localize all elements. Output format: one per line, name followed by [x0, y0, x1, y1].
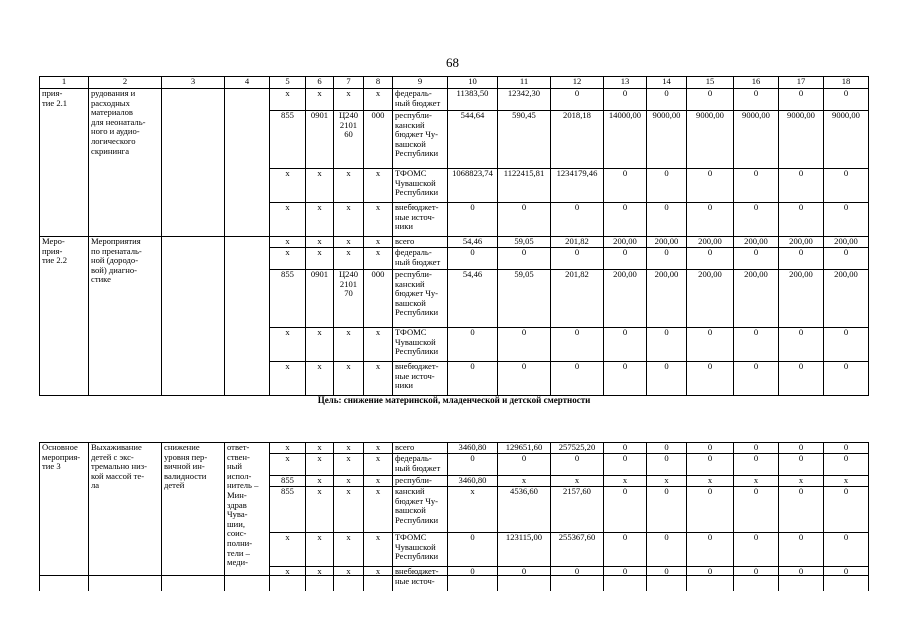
value-cell: 855 — [270, 487, 306, 533]
value-cell: x — [498, 476, 551, 487]
header-cell: 14 — [647, 77, 687, 89]
value-cell: x — [334, 248, 364, 270]
value-cell: 200,00 — [687, 237, 734, 248]
value-cell: 0 — [551, 248, 604, 270]
value-cell: x — [270, 169, 306, 203]
value-cell: 0 — [647, 443, 687, 454]
value-cell: 0 — [604, 248, 647, 270]
value-cell: 200,00 — [824, 237, 869, 248]
value-cell: 0 — [551, 567, 604, 591]
value-cell: 59,05 — [498, 270, 551, 328]
value-cell: 0 — [824, 328, 869, 362]
value-cell: x — [334, 203, 364, 237]
value-cell: 0 — [779, 454, 824, 476]
header-cell: 9 — [393, 77, 448, 89]
value-cell: 129651,60 — [498, 443, 551, 454]
value-cell: 4536,60 — [498, 487, 551, 533]
value-cell: x — [334, 328, 364, 362]
value-cell: x — [306, 487, 334, 533]
value-cell: x — [364, 454, 393, 476]
value-cell: 0901 — [306, 270, 334, 328]
label-cell-1: прия- тие 2.1 — [40, 89, 89, 237]
value-cell: 54,46 — [448, 237, 498, 248]
header-cell: 16 — [734, 77, 779, 89]
value-cell: 200,00 — [779, 237, 824, 248]
label-cell-1: Основное мероприя- тие 3 — [40, 443, 89, 591]
value-cell: 9000,00 — [647, 111, 687, 169]
value-cell: 0 — [647, 328, 687, 362]
label-cell-3 — [162, 237, 225, 396]
value-cell: x — [824, 476, 869, 487]
value-cell: 0 — [687, 89, 734, 111]
header-cell: 15 — [687, 77, 734, 89]
value-cell: 0 — [779, 567, 824, 591]
value-cell: 0 — [498, 362, 551, 396]
value-cell: x — [306, 169, 334, 203]
value-cell: x — [364, 476, 393, 487]
value-cell: x — [334, 362, 364, 396]
value-cell: 255367,60 — [551, 533, 604, 567]
value-cell: 0 — [734, 89, 779, 111]
value-cell: 0 — [779, 533, 824, 567]
value-cell: x — [306, 237, 334, 248]
value-cell: 0 — [687, 443, 734, 454]
value-cell: 0 — [824, 169, 869, 203]
value-cell: x — [306, 89, 334, 111]
value-cell: x — [270, 567, 306, 591]
value-cell: 9000,00 — [824, 111, 869, 169]
value-cell: 0 — [824, 454, 869, 476]
value-cell: x — [364, 248, 393, 270]
value-cell: x — [551, 476, 604, 487]
value-cell: x — [306, 454, 334, 476]
header-cell: 11 — [498, 77, 551, 89]
value-cell: x — [334, 237, 364, 248]
value-cell: 3460,80 — [448, 476, 498, 487]
value-cell: x — [306, 203, 334, 237]
value-cell: 0 — [551, 203, 604, 237]
value-cell: x — [364, 237, 393, 248]
value-cell: 200,00 — [647, 237, 687, 248]
label-cell-4 — [225, 89, 270, 237]
value-cell: x — [306, 328, 334, 362]
value-cell: 0 — [779, 203, 824, 237]
value-cell: 0 — [734, 487, 779, 533]
value-cell: 0 — [498, 203, 551, 237]
table-row — [40, 443, 869, 454]
value-cell: 0 — [647, 169, 687, 203]
value-cell: x — [364, 89, 393, 111]
value-cell: 0 — [448, 203, 498, 237]
value-cell: 590,45 — [498, 111, 551, 169]
value-cell: 0 — [734, 443, 779, 454]
value-cell: 200,00 — [647, 270, 687, 328]
value-cell: 11383,50 — [448, 89, 498, 111]
value-cell: 0 — [734, 533, 779, 567]
value-cell: 0 — [734, 169, 779, 203]
label-cell-2: Мероприятия по пренаталь- ной (дородо- вой) диагно- стике — [89, 237, 162, 396]
value-cell: 0 — [551, 89, 604, 111]
source-cell: ТФОМС Чувашской Республики — [393, 328, 448, 362]
label-cell-2: Выхаживание детей с экс- тремально низ- кой массой те- ла — [89, 443, 162, 591]
value-cell: 000 — [364, 111, 393, 169]
value-cell: 0 — [448, 328, 498, 362]
value-cell: x — [734, 476, 779, 487]
value-cell: 0 — [448, 454, 498, 476]
value-cell: 0 — [824, 443, 869, 454]
source-cell: республи- канский бюджет Чу- вашской Республики — [393, 270, 448, 328]
value-cell: x — [334, 443, 364, 454]
value-cell: 0 — [734, 362, 779, 396]
value-cell: 257525,20 — [551, 443, 604, 454]
value-cell: x — [364, 362, 393, 396]
source-cell: ТФОМС Чувашской Республики — [393, 533, 448, 567]
value-cell: 200,00 — [604, 237, 647, 248]
value-cell: x — [779, 476, 824, 487]
value-cell: 0 — [604, 533, 647, 567]
value-cell: x — [270, 237, 306, 248]
value-cell: 0 — [647, 454, 687, 476]
value-cell: x — [364, 487, 393, 533]
value-cell: 2157,60 — [551, 487, 604, 533]
header-cell: 2 — [89, 77, 162, 89]
value-cell: 0 — [687, 362, 734, 396]
source-cell: внебюджет- ные источ- ники — [393, 203, 448, 237]
value-cell: x — [334, 89, 364, 111]
value-cell: x — [364, 169, 393, 203]
value-cell: 0 — [551, 328, 604, 362]
value-cell: x — [334, 487, 364, 533]
value-cell: 0 — [779, 443, 824, 454]
value-cell: 0 — [687, 328, 734, 362]
value-cell: x — [448, 487, 498, 533]
value-cell: 0 — [604, 362, 647, 396]
goal-row — [40, 396, 869, 443]
value-cell: x — [306, 362, 334, 396]
value-cell: 0 — [604, 567, 647, 591]
value-cell: 0 — [734, 454, 779, 476]
value-cell: x — [270, 443, 306, 454]
value-cell: 0 — [498, 567, 551, 591]
value-cell: 123115,00 — [498, 533, 551, 567]
value-cell: 0 — [824, 362, 869, 396]
value-cell: 544,64 — [448, 111, 498, 169]
value-cell: 200,00 — [734, 270, 779, 328]
source-cell: ТФОМС Чувашской Республики — [393, 169, 448, 203]
value-cell: 0 — [687, 487, 734, 533]
value-cell: 200,00 — [604, 270, 647, 328]
value-cell: 1068823,74 — [448, 169, 498, 203]
source-cell: федераль- ный бюджет — [393, 454, 448, 476]
value-cell: x — [604, 476, 647, 487]
value-cell: 2018,18 — [551, 111, 604, 169]
value-cell: 0 — [647, 487, 687, 533]
value-cell: x — [334, 476, 364, 487]
value-cell: 0 — [647, 567, 687, 591]
value-cell: 855 — [270, 111, 306, 169]
source-cell: канский бюджет Чу- вашской Республики — [393, 487, 448, 533]
value-cell: x — [306, 476, 334, 487]
value-cell: 0 — [604, 169, 647, 203]
value-cell: Ц240 2101 70 — [334, 270, 364, 328]
value-cell: 855 — [270, 476, 306, 487]
value-cell: 0 — [824, 533, 869, 567]
header-cell: 1 — [40, 77, 89, 89]
value-cell: 0 — [779, 89, 824, 111]
value-cell: x — [270, 533, 306, 567]
value-cell: 9000,00 — [779, 111, 824, 169]
value-cell: 0 — [734, 203, 779, 237]
label-cell-3: снижение уровня пер- вичной ин- валидности детей — [162, 443, 225, 591]
value-cell: 59,05 — [498, 237, 551, 248]
source-cell: федераль- ный бюджет — [393, 89, 448, 111]
table-row — [40, 89, 869, 111]
value-cell: 0 — [647, 248, 687, 270]
value-cell: 14000,00 — [604, 111, 647, 169]
source-cell: внебюджет- ные источ- ники — [393, 362, 448, 396]
value-cell: x — [647, 476, 687, 487]
header-cell: 8 — [364, 77, 393, 89]
value-cell: 0 — [779, 169, 824, 203]
value-cell: 0 — [687, 169, 734, 203]
value-cell: 0 — [687, 533, 734, 567]
header-cell: 3 — [162, 77, 225, 89]
value-cell: 54,46 — [448, 270, 498, 328]
page-number: 68 — [446, 55, 459, 70]
value-cell: x — [364, 328, 393, 362]
value-cell: 0 — [687, 454, 734, 476]
value-cell: 0 — [824, 567, 869, 591]
value-cell: 0 — [647, 362, 687, 396]
value-cell: x — [364, 443, 393, 454]
label-cell-1: Меро- прия- тие 2.2 — [40, 237, 89, 396]
value-cell: x — [687, 476, 734, 487]
value-cell: 0 — [647, 89, 687, 111]
value-cell: x — [270, 328, 306, 362]
source-cell: республи- — [393, 476, 448, 487]
value-cell: x — [270, 454, 306, 476]
value-cell: x — [270, 248, 306, 270]
value-cell: 3460,80 — [448, 443, 498, 454]
budget-table — [39, 76, 869, 591]
label-cell-2: рудования и расходных материалов для неонаталь- ного и аудио- логического скрининга — [89, 89, 162, 237]
value-cell: 0 — [604, 454, 647, 476]
value-cell: x — [334, 533, 364, 567]
value-cell: 0 — [498, 454, 551, 476]
value-cell: 855 — [270, 270, 306, 328]
value-cell: 0 — [647, 533, 687, 567]
value-cell: Ц240 2101 60 — [334, 111, 364, 169]
value-cell: 1122415,81 — [498, 169, 551, 203]
goal-heading: Цель: снижение материнской, младенческой и детской смертности — [317, 395, 591, 405]
value-cell: 0901 — [306, 111, 334, 169]
value-cell: x — [306, 567, 334, 591]
source-cell: всего — [393, 443, 448, 454]
value-cell: 1234179,46 — [551, 169, 604, 203]
value-cell: 200,00 — [779, 270, 824, 328]
value-cell: 0 — [734, 567, 779, 591]
source-cell: всего — [393, 237, 448, 248]
source-cell: республи- канский бюджет Чу- вашской Республики — [393, 111, 448, 169]
header-cell: 7 — [334, 77, 364, 89]
value-cell: 0 — [779, 487, 824, 533]
value-cell: 9000,00 — [734, 111, 779, 169]
value-cell: x — [306, 533, 334, 567]
value-cell: 201,82 — [551, 270, 604, 328]
value-cell: x — [306, 443, 334, 454]
value-cell: x — [270, 89, 306, 111]
value-cell: 0 — [734, 328, 779, 362]
value-cell: x — [364, 203, 393, 237]
value-cell: 0 — [687, 203, 734, 237]
value-cell: 0 — [604, 89, 647, 111]
value-cell: 0 — [551, 454, 604, 476]
table-bottom-line — [39, 575, 868, 576]
value-cell: 0 — [604, 328, 647, 362]
value-cell: 0 — [734, 248, 779, 270]
value-cell: 200,00 — [687, 270, 734, 328]
value-cell: 0 — [824, 248, 869, 270]
value-cell: x — [334, 567, 364, 591]
table-row — [40, 237, 869, 248]
value-cell: x — [364, 533, 393, 567]
value-cell: 0 — [824, 89, 869, 111]
value-cell: 0 — [687, 567, 734, 591]
value-cell: x — [334, 169, 364, 203]
value-cell: 0 — [498, 248, 551, 270]
header-cell: 10 — [448, 77, 498, 89]
value-cell: 000 — [364, 270, 393, 328]
value-cell: 0 — [604, 203, 647, 237]
value-cell: 0 — [448, 248, 498, 270]
value-cell: 0 — [448, 362, 498, 396]
value-cell: 0 — [551, 362, 604, 396]
value-cell: x — [306, 248, 334, 270]
label-cell-3 — [162, 89, 225, 237]
header-cell: 6 — [306, 77, 334, 89]
value-cell: 0 — [779, 362, 824, 396]
value-cell: 0 — [604, 487, 647, 533]
value-cell: 0 — [687, 248, 734, 270]
value-cell: 0 — [779, 328, 824, 362]
value-cell: 0 — [647, 203, 687, 237]
value-cell: 201,82 — [551, 237, 604, 248]
value-cell: 0 — [779, 248, 824, 270]
value-cell: 200,00 — [734, 237, 779, 248]
value-cell: 12342,30 — [498, 89, 551, 111]
value-cell: 200,00 — [824, 270, 869, 328]
value-cell: 0 — [824, 203, 869, 237]
source-cell: федераль- ный бюджет — [393, 248, 448, 270]
label-cell-4: ответ- ствен- ный испол- нитель – Мин- здрав Чува- шии, соис- полни- тели – меди- — [225, 443, 270, 591]
value-cell: 0 — [498, 328, 551, 362]
label-cell-4 — [225, 237, 270, 396]
header-cell: 18 — [824, 77, 869, 89]
value-cell: x — [334, 454, 364, 476]
header-cell: 12 — [551, 77, 604, 89]
value-cell: 0 — [604, 443, 647, 454]
header-row — [40, 77, 869, 89]
value-cell: x — [364, 567, 393, 591]
value-cell: 0 — [448, 567, 498, 591]
header-cell: 13 — [604, 77, 647, 89]
header-cell: 4 — [225, 77, 270, 89]
value-cell: 0 — [448, 533, 498, 567]
value-cell: x — [270, 362, 306, 396]
header-cell: 5 — [270, 77, 306, 89]
value-cell: x — [270, 203, 306, 237]
value-cell: 0 — [824, 487, 869, 533]
header-cell: 17 — [779, 77, 824, 89]
source-cell: внебюджет- ные источ- — [393, 567, 448, 591]
value-cell: 9000,00 — [687, 111, 734, 169]
